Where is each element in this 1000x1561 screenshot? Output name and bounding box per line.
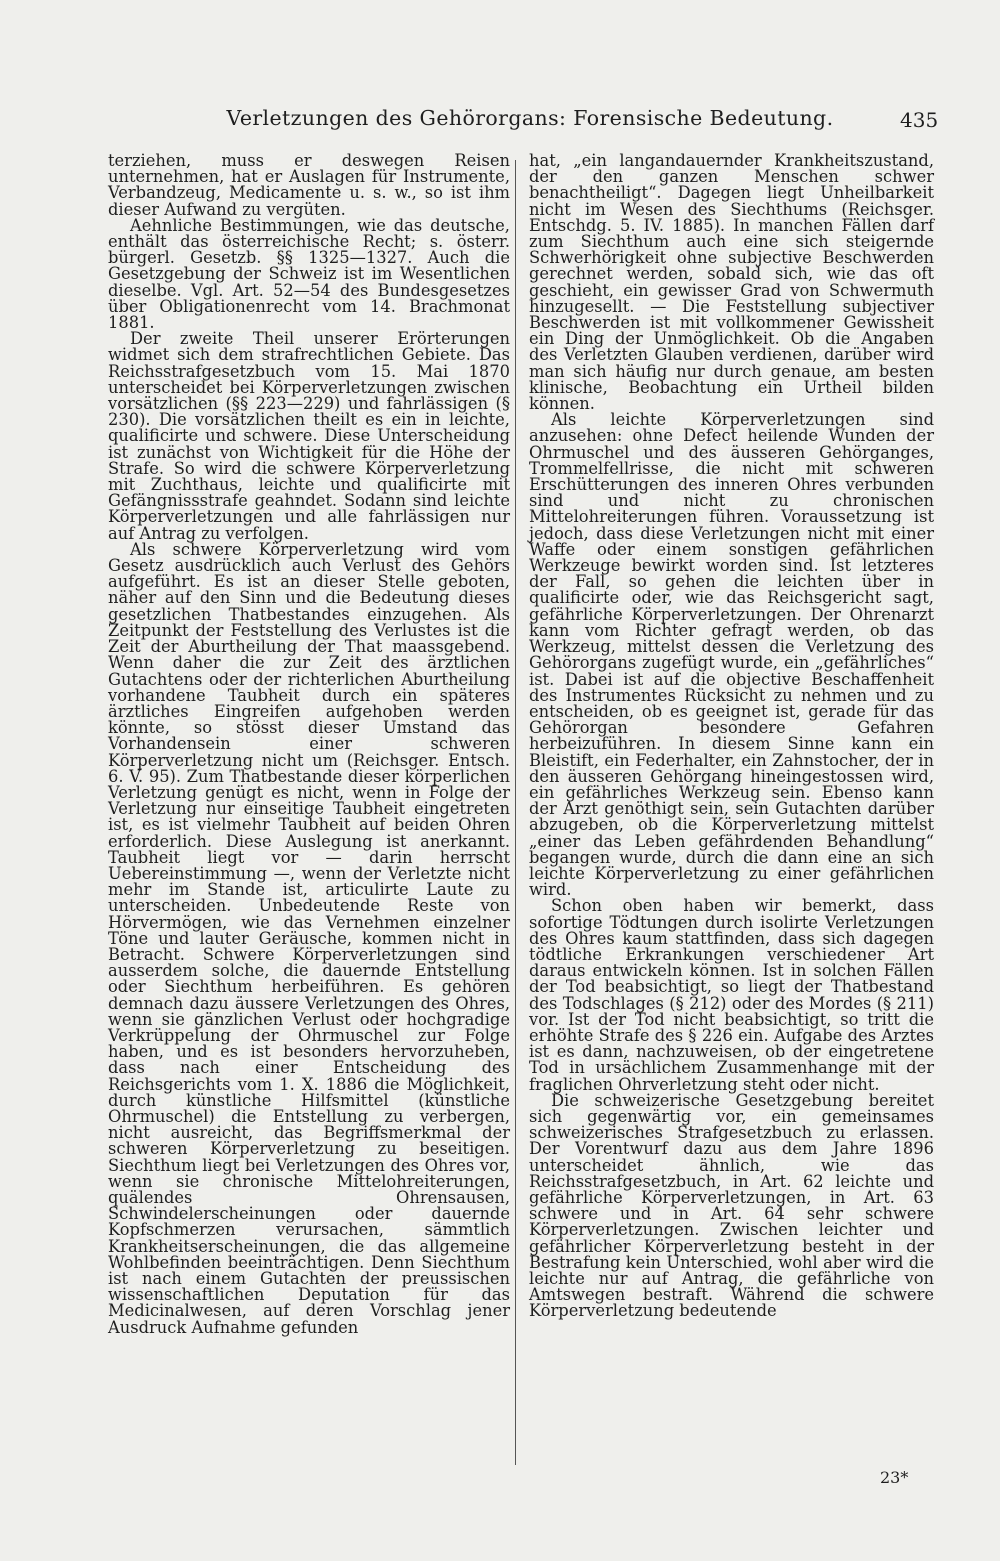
paragraph: hat, „ein langandauernder Krankheitszustand, der den ganzen Menschen schwer benachtheiligt“. Dagegen liegt Unheilbarkeit nicht im Wesen des Siechthums (Reichsger. Entschdg. 5. IV. 1885). In manchen Fällen darf zum Siechthum auch eine sich steigernde Schwerhörigkeit ohne subjective Beschwerden gerechnet werden, sobald sich, wie das oft geschieht, ein gewisser Grad von Schwermuth hinzugesellt. — Die Feststellung subjectiver Beschwerden ist mit vollkommener Gewissheit ein Ding der Unmöglichkeit. Ob die Angaben des Verletzten Glauben verdienen, darüber wird man sich häufig nur durch genaue, am besten klinische, Beobachtung ein Urtheil bilden können. — [529, 151, 934, 414]
signature-mark: 23* — [880, 1468, 909, 1487]
column-divider — [515, 160, 516, 1465]
paragraph: Der zweite Theil unserer Erörterungen widmet sich dem strafrechtlichen Gebiete. Das Reichsstrafgesetzbuch vom 15. Mai 1870 unterscheidet bei Körperverletzungen zwischen vorsätzlichen (§§ 223—229) und fahrlässigen (§ 230). Die vorsätzlichen theilt es ein in leichte, qualificirte und schwere. Diese Unterscheidung ist zunächst von Wichtigkeit für die Höhe der Strafe. So wird die schwere Körperverletzung mit Zuchthaus, leichte und qualificirte mit Gefängnissstrafe geahndet. Sodann sind leichte Körperverletzungen und alle fahrlässigen nur auf Antrag zu verfolgen. — [108, 329, 510, 543]
paragraph: Aehnliche Bestimmungen, wie das deutsche, enthält das österreichische Recht; s. österr. bürgerl. Gesetzb. §§ 1325—1327. Auch die Gesetzgebung der Schweiz ist im Wesentlichen dieselbe. Vgl. Art. 52—54 des Bundesgesetzes über Obligationenrecht vom 14. Brachmonat 1881. — [108, 215, 510, 333]
paragraph: Die schweizerische Gesetzgebung bereitet sich gegenwärtig vor, ein gemeinsames schweizerisches Strafgesetzbuch zu erlassen. Der Vorentwurf dazu aus dem Jahre 1896 unterscheidet ähnlich, wie das Reichsstrafgesetzbuch, in Art. 62 leichte und gefährliche Körperverletzungen, in Art. 63 schwere und in Art. 64 sehr schwere Körperverletzungen. Zwischen leichter und gefährlicher Körperverletzung besteht in der Bestrafung kein Unterschied, wohl aber wird die leichte nur auf Antrag, die gefährliche von Amtswegen bestraft. Während die schwere Körperverletzung bedeutende — [529, 1090, 934, 1321]
running-header: Verletzungen des Gehörorgans: Forensische Bedeutung. — [226, 106, 834, 130]
paragraph: Schon oben haben wir bemerkt, dass sofortige Tödtungen durch isolirte Verletzungen des Ohres kaum stattfinden, dass sich dagegen tödtliche Erkrankungen verschiedener Art daraus entwickeln können. Ist in solchen Fällen der Tod beabsichtigt, so liegt der Thatbestand des Todschlages (§ 212) oder des Mordes (§ 211) vor. Ist der Tod nicht beabsichtigt, so tritt die erhöhte Strafe des § 226 ein. Aufgabe des Arztes ist es dann, nachzuweisen, ob der eingetretene Tod in ursächlichem Zusammenhange mit der fraglichen Ohrverletzung steht oder nicht. — [529, 896, 934, 1094]
left-column — [108, 153, 510, 1336]
page-number: 435 — [900, 108, 939, 132]
right-column — [529, 153, 934, 1320]
paragraph: Als schwere Körperverletzung wird vom Gesetz ausdrücklich auch Verlust des Gehörs aufgeführt. Es ist an dieser Stelle geboten, näher auf den Sinn und die Bedeutung dieses gesetzlichen Thatbestandes einzugehen. Als Zeitpunkt der Feststellung des Verlustes ist die Zeit der Aburtheilung der That maassgebend. Wenn daher die zur Zeit des ärztlichen Gutachtens oder der richterlichen Aburtheilung vorhandene Taubheit durch ein späteres ärztliches Eingreifen aufgehoben werden könnte, so stösst dieser Umstand das Vorhandensein einer schweren Körperverletzung nicht um (Reichsger. Entsch. 6. V. 95). Zum Thatbestande dieser körperlichen Verletzung genügt es nicht, wenn in Folge der Verletzung nur einseitige Taubheit eingetreten ist, es ist vielmehr Taubheit auf beiden Ohren erforderlich. Diese Auslegung ist anerkannt. Taubheit liegt vor — darin herrscht Uebereinstimmung —, wenn der Verletzte nicht mehr im Stande ist, articulirte Laute zu unterscheiden. Unbedeutende Reste von Hörvermögen, wie das Vernehmen einzelner Töne und lauter Geräusche, kommen nicht in Betracht. Schwere Körperverletzungen sind ausserdem solche, die dauernde Entstellung oder Siechthum herbeiführen. Es gehören demnach dazu äussere Verletzungen des Ohres, wenn sie gänzlichen Verlust oder hochgradige Verkrüppelung der Ohrmuschel zur Folge haben, und es ist besonders hervorzuheben, dass nach einer Entscheidung des Reichsgerichts vom 1. X. 1886 die Möglichkeit, durch künstliche Hilfsmittel (künstliche Ohrmuschel) die Entstellung zu verbergen, nicht ausreicht, das Begriffsmerkmal der schweren Körperverletzung zu beseitigen. Siechthum liegt bei Verletzungen des Ohres vor, wenn sie chronische Mittelohreiterungen, quälendes Ohrensausen, Schwindelerscheinungen oder dauernde Kopfschmerzen verursachen, sämmtlich Krankheitserscheinungen, die das allgemeine Wohlbefinden beeinträchtigen. Denn Siechthum ist nach einem Gutachten der preussischen wissenschaftlichen Deputation für das Medicinalwesen, auf deren Vorschlag jener Ausdruck Aufnahme gefunden — [108, 539, 510, 1337]
paragraph: terziehen, muss er deswegen Reisen unternehmen, hat er Auslagen für Instrumente, Verbandzeug, Medicamente u. s. w., so ist ihm dieser Aufwand zu vergüten. — [108, 151, 510, 219]
paragraph: Als leichte Körperverletzungen sind anzusehen: ohne Defect heilende Wunden der Ohrmuschel und des äusseren Gehörganges, Trommelfellrisse, die nicht mit schweren Erschütterungen des inneren Ohres verbunden sind und nicht zu chronischen Mittelohreiterungen führen. Voraussetzung ist jedoch, dass diese Verletzungen nicht mit einer Waffe oder einem sonstigen gefährlichen Werkzeuge bewirkt worden sind. Ist letzteres der Fall, so gehen die leichten über in qualificirte oder, wie das Reichsgericht sagt, gefährliche Körperverletzungen. Der Ohrenarzt kann vom Richter gefragt werden, ob das Werkzeug, mittelst dessen die Verletzung des Gehörorgans zugefügt wurde, ein „gefährliches“ ist. Dabei ist auf die objective Beschaffenheit des Instrumentes Rücksicht zu nehmen und zu entscheiden, ob es geeignet ist, gerade für das Gehörorgan besondere Gefahren herbeizuführen. In diesem Sinne kann ein Bleistift, ein Federhalter, ein Zahnstocher, der in den äusseren Gehörgang hineingestossen wird, ein gefährliches Werkzeug sein. Ebenso kann der Arzt genöthigt sein, sein Gutachten darüber abzugeben, ob die Körperverletzung mittelst „einer das Leben gefährdenden Behandlung“ begangen wurde, durch die dann eine an sich leichte Körperverletzung zu einer gefährlichen wird. — [529, 410, 934, 900]
